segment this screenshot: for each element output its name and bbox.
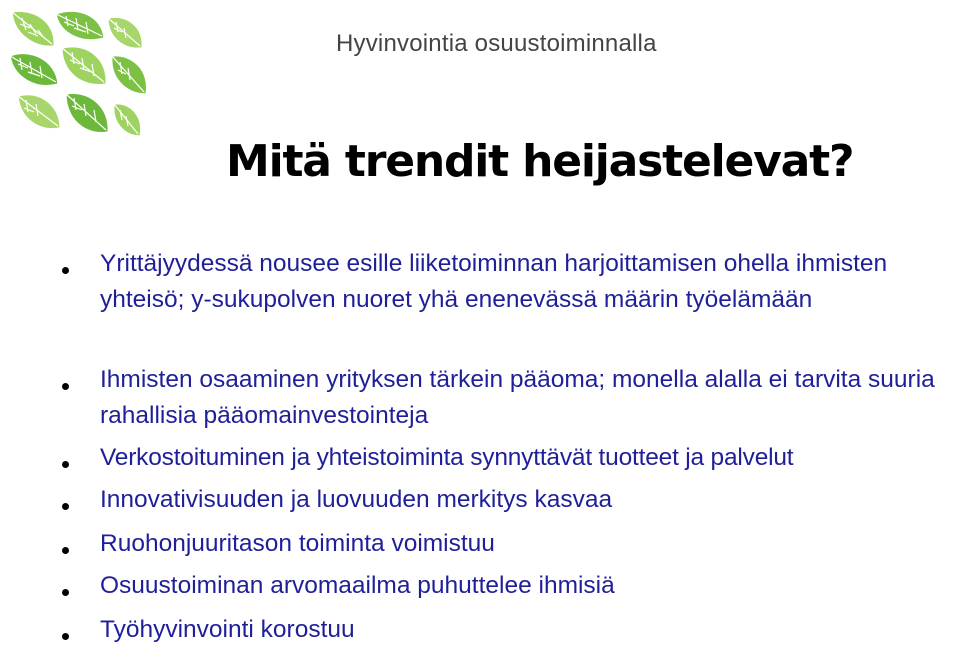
bullet-text: Yrittäjyydessä nousee esille liiketoiminnan harjoittamisen ohella ihmisten yhteisö; y-sukupolven nuoret yhä enenevässä määrin työelämään [100,250,888,313]
bullet-dot-icon [62,589,69,596]
bullet-text: Ihmisten osaaminen yrityksen tärkein pääoma; monella alalla ei tarvita suuria rahallisia pääomainvestointeja [100,366,935,429]
bullet-dot-icon [62,383,69,390]
bullet-text: Innovativisuuden ja luovuuden merkitys kasvaa [100,486,613,513]
leaf-logo-icon [4,4,154,154]
bullet-text: Osuustoiminan arvomaailma puhuttelee ihmisiä [100,572,615,599]
bullet-text: Työhyvinvointi korostuu [100,616,355,643]
bullet-dot-icon [62,461,69,468]
brand-tagline: Hyvinvointia osuustoiminnalla [336,30,657,57]
bullet-dot-icon [62,267,69,274]
slide-title: Mitä trendit heijastelevat? [226,136,854,187]
bullet-dot-icon [62,633,69,640]
bullet-text: Verkostoituminen ja yhteistoiminta synnyttävät tuotteet ja palvelut [100,444,794,471]
bullet-dot-icon [62,547,69,554]
bullet-dot-icon [62,503,69,510]
bullet-text: Ruohonjuuritason toiminta voimistuu [100,530,495,557]
